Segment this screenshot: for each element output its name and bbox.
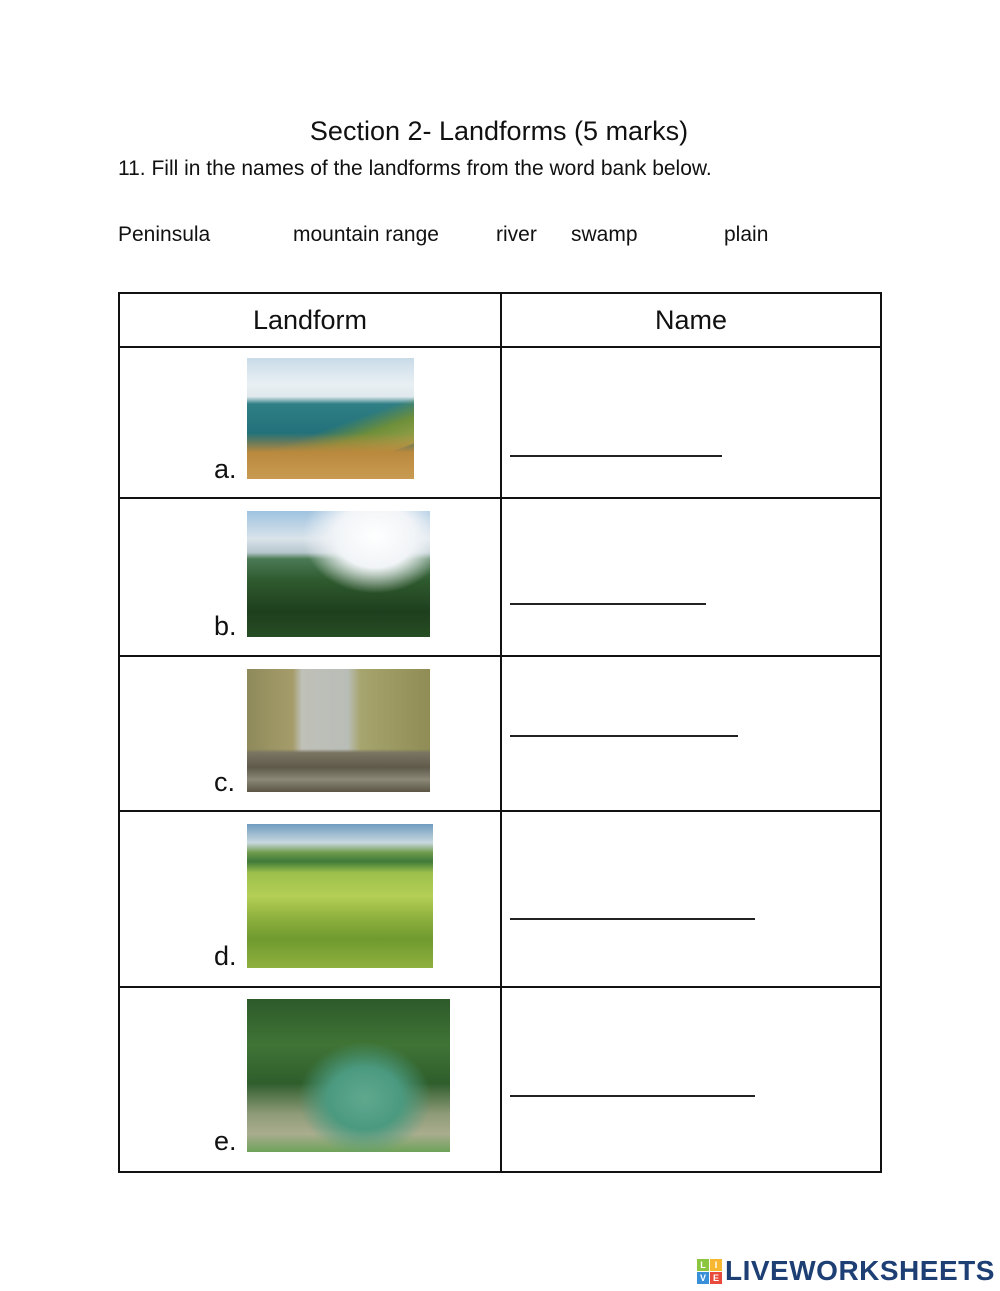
plain-image — [247, 824, 433, 968]
answer-cell[interactable] — [501, 656, 881, 811]
landform-cell — [119, 811, 501, 987]
landform-table — [118, 292, 882, 1173]
table-row — [119, 656, 881, 811]
answer-blank[interactable] — [510, 918, 755, 920]
answer-cell[interactable] — [501, 811, 881, 987]
word-bank-item: Peninsula — [118, 223, 211, 246]
logo-cube: L — [697, 1259, 709, 1271]
table-row — [119, 811, 881, 987]
landform-cell — [119, 498, 501, 656]
table-row — [119, 987, 881, 1172]
landform-cell — [119, 347, 501, 498]
answer-cell[interactable] — [501, 987, 881, 1172]
table-row — [119, 498, 881, 656]
logo-cube: V — [697, 1272, 709, 1284]
answer-blank[interactable] — [510, 735, 738, 737]
mountain-range-image — [247, 511, 430, 637]
river-image — [247, 999, 450, 1152]
logo-text: LIVEWORKSHEETS — [725, 1255, 995, 1286]
logo-cubes-icon — [697, 1259, 722, 1284]
answer-cell[interactable] — [501, 498, 881, 656]
column-header-landform: Landform — [119, 293, 501, 347]
instruction-text: 11. Fill in the names of the landforms from the word bank below. — [118, 157, 712, 180]
answer-cell[interactable] — [501, 347, 881, 498]
row-label: b. — [214, 611, 237, 641]
word-bank-item: river — [496, 223, 537, 246]
page-title: Section 2- Landforms (5 marks) — [309, 116, 689, 146]
table-row — [119, 347, 881, 498]
landform-cell — [119, 656, 501, 811]
logo-cube: E — [710, 1272, 722, 1284]
landform-cell — [119, 987, 501, 1172]
row-label: a. — [214, 454, 237, 484]
word-bank-item: swamp — [571, 223, 638, 246]
table-header-row — [119, 293, 881, 347]
column-header-name: Name — [501, 293, 881, 347]
row-label: e. — [214, 1126, 237, 1156]
liveworksheets-logo[interactable] — [697, 1255, 995, 1287]
logo-cube: I — [710, 1259, 722, 1271]
row-label: c. — [214, 767, 236, 797]
answer-blank[interactable] — [510, 1095, 755, 1097]
swamp-image — [247, 669, 430, 792]
peninsula-image — [247, 358, 414, 479]
word-bank-item: plain — [724, 223, 769, 246]
answer-blank[interactable] — [510, 603, 706, 605]
answer-blank[interactable] — [510, 455, 722, 457]
row-label: d. — [214, 941, 237, 971]
word-bank-item: mountain range — [293, 223, 439, 246]
